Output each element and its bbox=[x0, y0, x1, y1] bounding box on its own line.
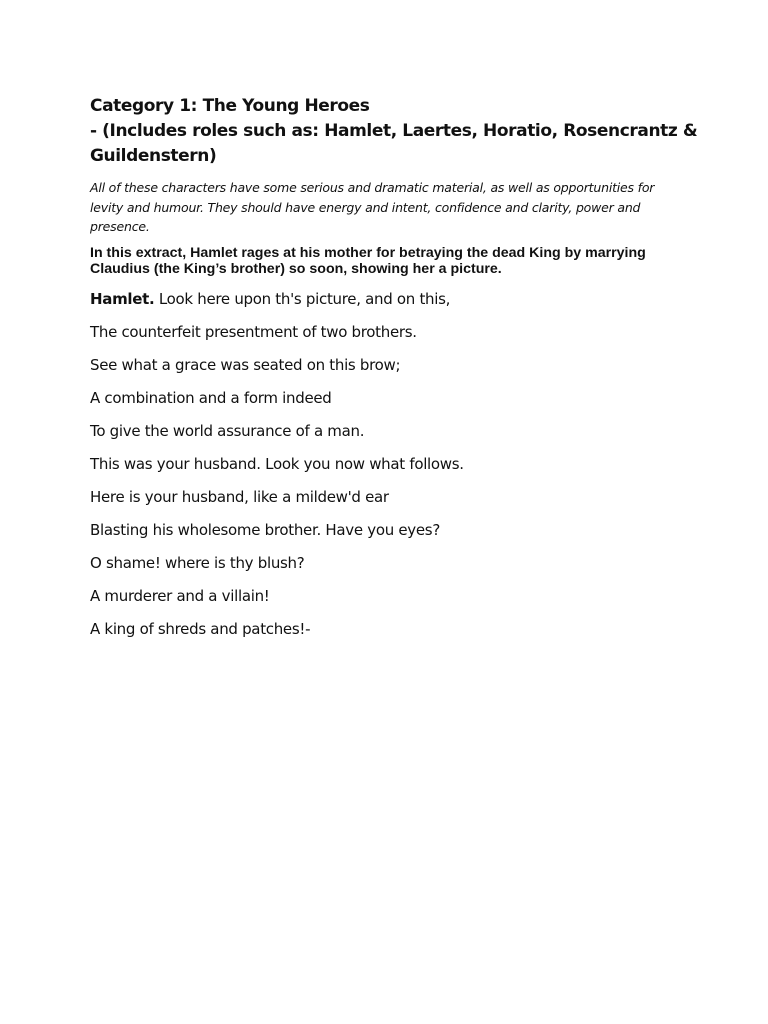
verse-line: To give the world assurance of a man. bbox=[90, 421, 365, 440]
verse-line: O shame! where is thy blush? bbox=[90, 553, 305, 572]
extract-summary: In this extract, Hamlet rages at his mother for betraying the dead King by marrying Claudius (the King’s brother) so soon, showing her a picture. bbox=[90, 244, 646, 277]
heading-line: Guildenstern) bbox=[90, 146, 217, 166]
heading-line: Category 1: The Young Heroes bbox=[90, 96, 370, 116]
character-description: All of these characters have some serious and dramatic material, as well as opportunities for levity and humour. They should have energy and intent, confidence and clarity, power and presence. bbox=[90, 180, 655, 234]
verse-line bbox=[90, 290, 690, 309]
verse-line-text: Look here upon th's picture, and on this, bbox=[158, 289, 451, 308]
category-heading bbox=[90, 94, 698, 169]
speaker-name: Hamlet. bbox=[90, 289, 155, 308]
heading-line: - (Includes roles such as: Hamlet, Laertes, Horatio, Rosencrantz & bbox=[90, 121, 698, 141]
verse-line: The counterfeit presentment of two brothers. bbox=[90, 322, 417, 341]
verse-line: A king of shreds and patches!- bbox=[90, 619, 311, 638]
verse-line: See what a grace was seated on this brow; bbox=[90, 355, 401, 374]
verse-line: A combination and a form indeed bbox=[90, 388, 332, 407]
verse-line: A murderer and a villain! bbox=[90, 586, 270, 605]
verse-line: This was your husband. Look you now what follows. bbox=[90, 454, 464, 473]
verse-line: Blasting his wholesome brother. Have you eyes? bbox=[90, 520, 440, 539]
verse-line: Here is your husband, like a mildew'd ear bbox=[90, 487, 389, 506]
extract-verse bbox=[90, 290, 690, 639]
document-content bbox=[90, 94, 698, 653]
